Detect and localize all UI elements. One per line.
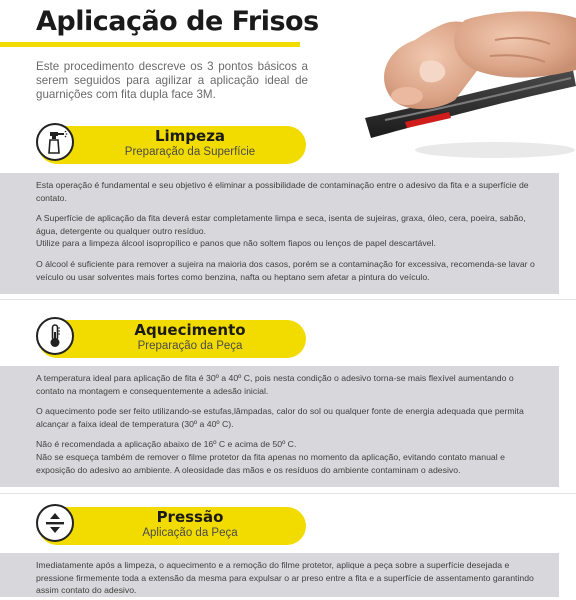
section-icon-circle — [36, 123, 74, 161]
paragraph: A temperatura ideal para aplicação de fita é 30º a 40º C, pois nesta condição o adesivo torna-se mais flexível aumentando o contato na montagem e consequentemente a adesão inicial. — [36, 373, 514, 396]
application-photo — [345, 0, 576, 160]
pressure-icon — [42, 510, 68, 536]
paragraph: Imediatamente após a limpeza, o aquecimento e a remoção do filme protetor, aplique a peça sobre a superfície desejada e pressione firmemente toda a extensão da mesma para expulsar o ar preso entre a fita e a superfície de assentamento garantindo assim contato do adesivo. — [36, 560, 534, 596]
section-icon-circle — [36, 317, 74, 355]
section-body-limpeza — [0, 173, 559, 294]
section-subtitle: Preparação da Peça — [137, 340, 243, 352]
thermometer-icon — [42, 323, 68, 349]
paragraph: Esta operação é fundamental e seu objetivo é eliminar a possibilidade de contaminação entre o adesivo da fita e a superfície de contato. — [36, 180, 529, 203]
section-divider — [0, 299, 576, 300]
paragraph: A Superfície de aplicação da fita deverá estar completamente limpa e seca, isenta de sujeiras, graxa, óleo, cera, poeira, sabão, água, detergente ou qualquer outro resíduo. Utilize para a limpeza álcool isopropílico e panos que não soltem fiapos ou lenços de papel descartável. — [36, 213, 526, 249]
section-icon-circle — [36, 504, 74, 542]
section-subtitle: Aplicação da Peça — [142, 527, 238, 539]
page-title: Aplicação de Frisos — [36, 6, 319, 37]
section-header-limpeza — [0, 122, 310, 168]
section-header-pressao — [0, 503, 310, 549]
title-underline — [0, 42, 300, 47]
section-title: Aquecimento — [134, 321, 246, 339]
section-body-aquecimento — [0, 366, 559, 487]
section-divider — [0, 493, 576, 494]
paragraph: O aquecimento pode ser feito utilizando-se estufas,lâmpadas, calor do sol ou qualquer fonte de energia adequada que permita alcançar a faixa ideal de temperatura (30º a 40º C). — [36, 406, 524, 429]
spray-bottle-icon — [42, 129, 68, 155]
paragraph: Não é recomendada a aplicação abaixo de 16º C e acima de 50º C. Não se esqueça também de remover o filme protetor da fita apenas no momento da aplicação, evitando contato manual e exposição do adesivo ao ambiente. A oleosidade das mãos e os resíduos do ambiente contaminam o adesivo. — [36, 439, 505, 475]
paragraph: O álcool é suficiente para remover a sujeira na maioria dos casos, porém se a contaminação for excessiva, recomenda-se lavar o veículo ou usar solventes mais fortes como benzina, nafta ou heptano sem afetar a pintura do veículo. — [36, 258, 535, 282]
section-body-pressao — [0, 553, 559, 597]
section-title: Pressão — [156, 508, 224, 526]
section-subtitle: Preparação da Superfície — [124, 146, 256, 158]
section-header-aquecimento — [0, 316, 310, 362]
section-title: Limpeza — [154, 127, 226, 145]
intro-text: Este procedimento descreve os 3 pontos básicos a serem seguidos para agilizar a aplicação ideal de guarnições com fita dupla face 3M. — [36, 60, 308, 101]
